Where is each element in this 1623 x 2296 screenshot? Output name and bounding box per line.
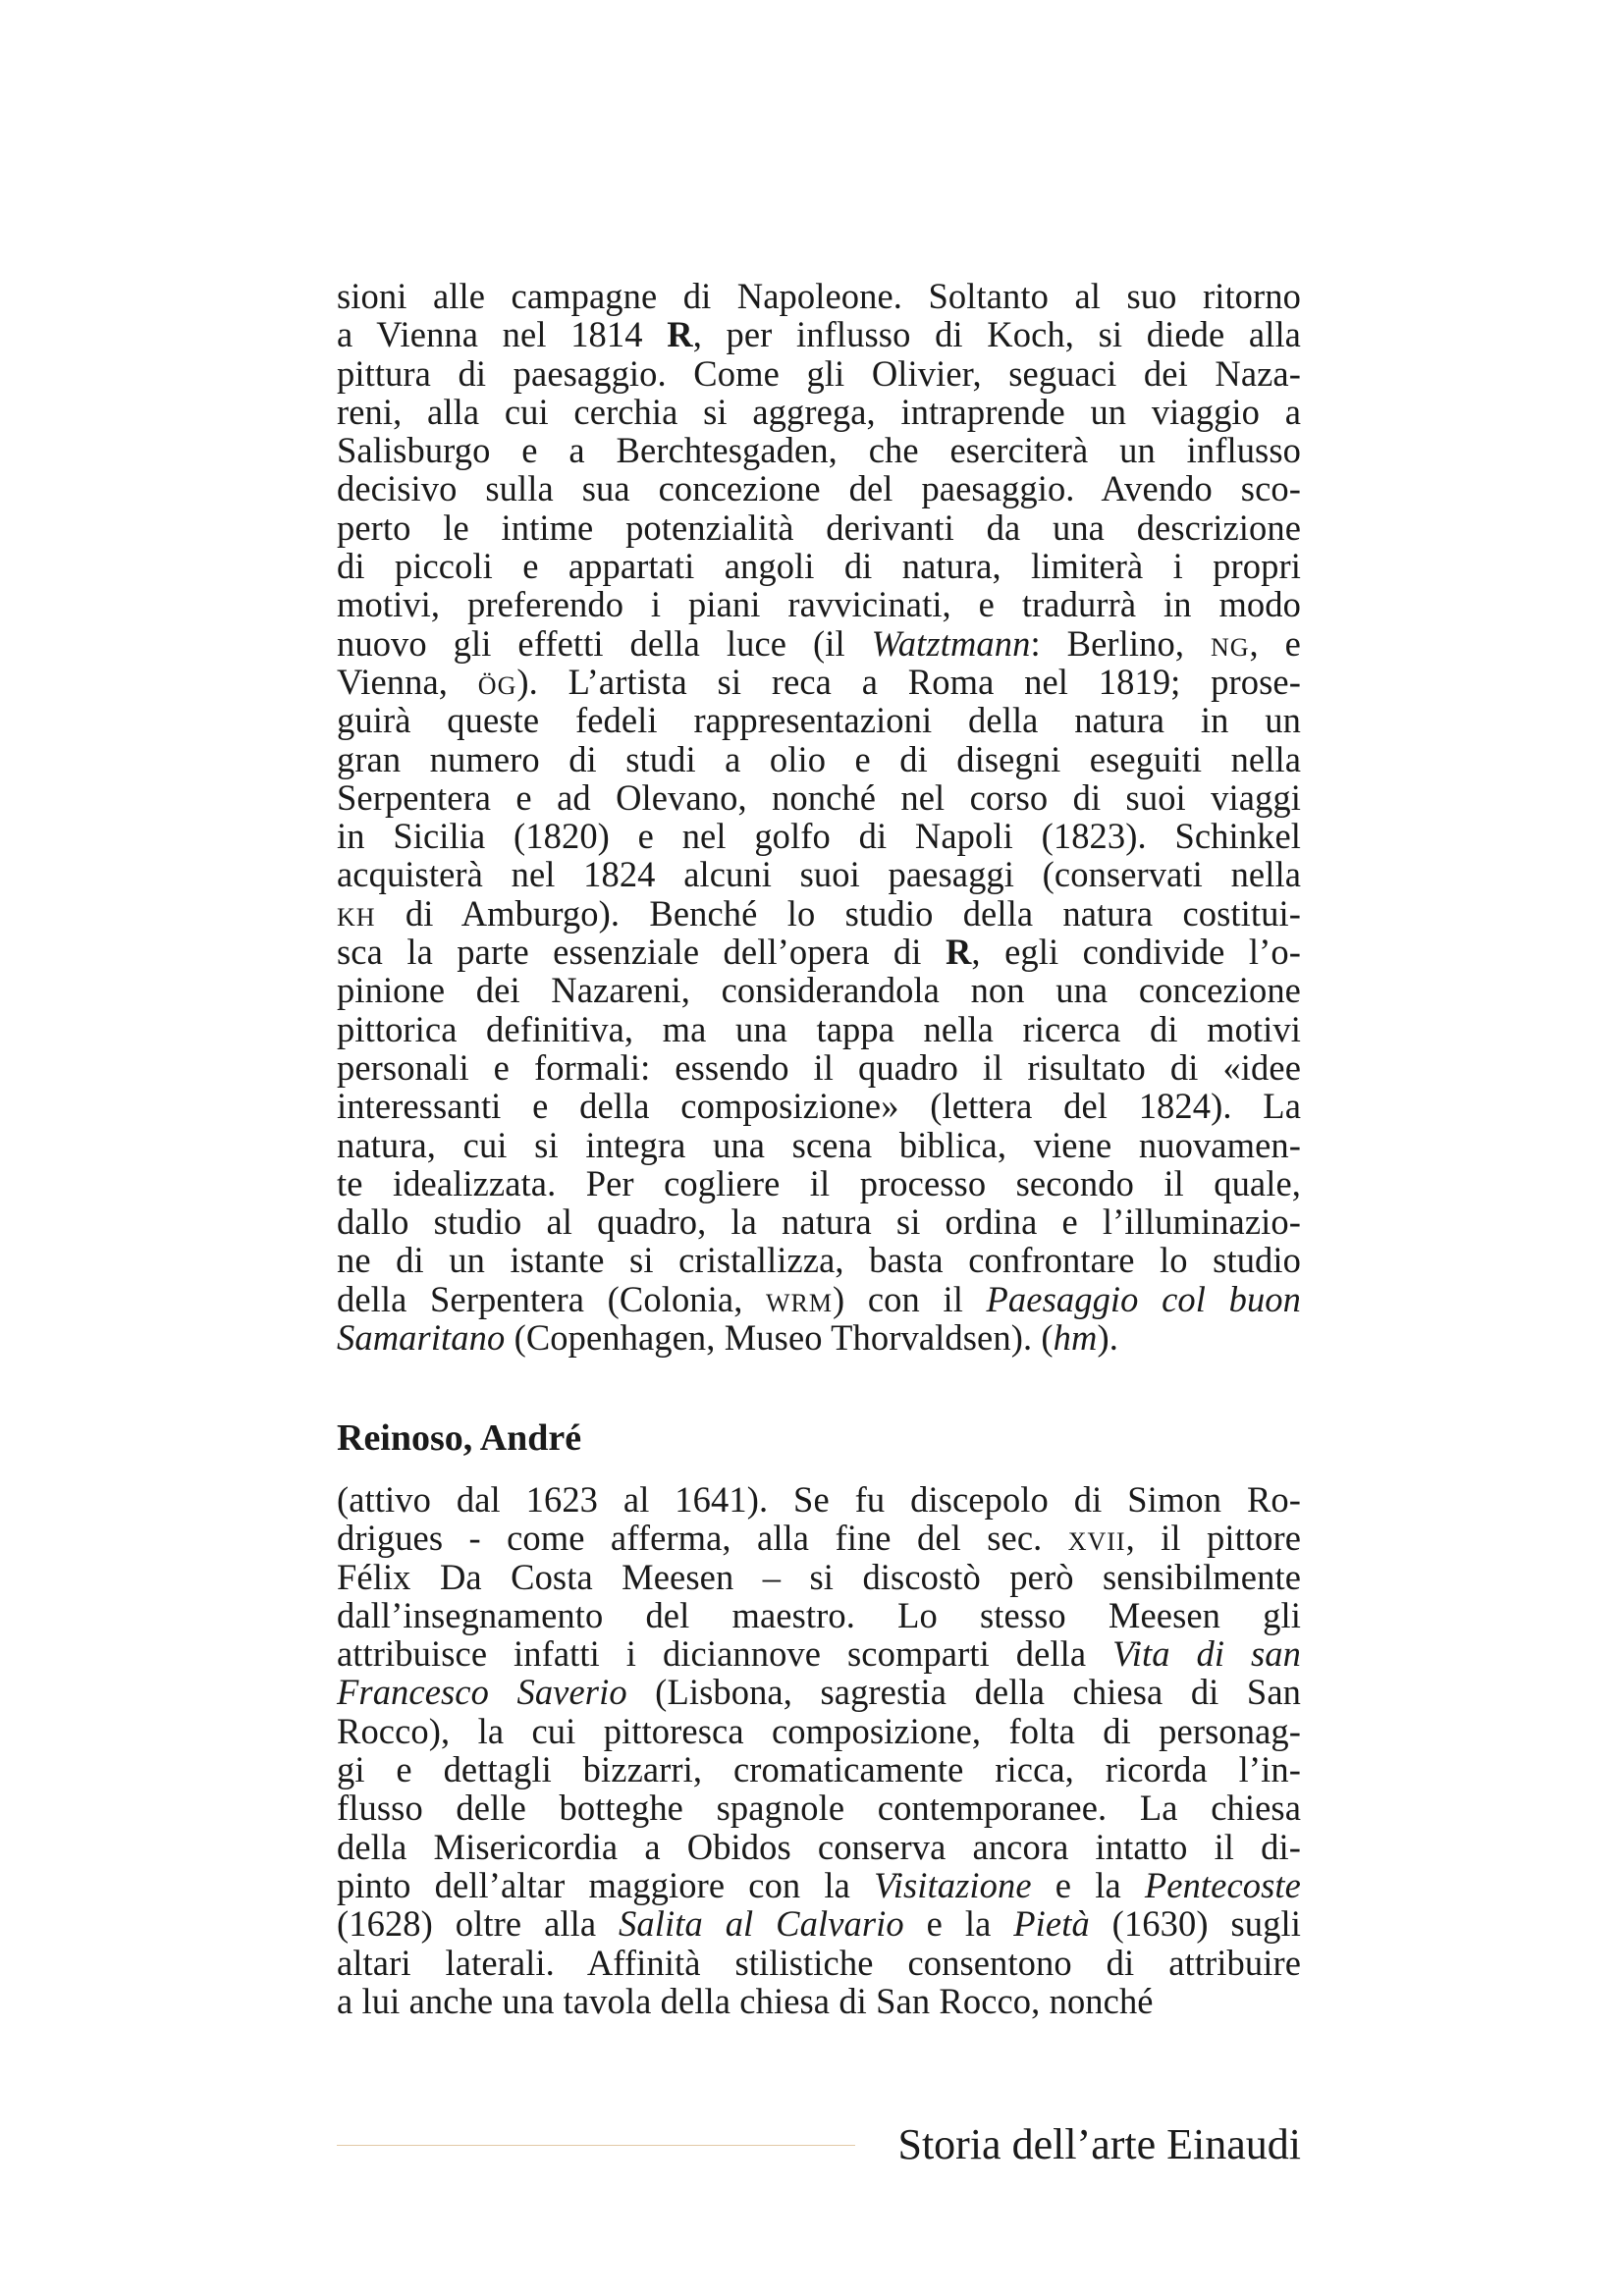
text-line: gran numero di studi a olio e di disegni eseguiti nella (337, 738, 1301, 779)
footer-rule (337, 2145, 855, 2146)
article-body-1 (337, 277, 1301, 1357)
text-line: altari laterali. Affinità stilistiche consentono di attribuire (337, 1942, 1301, 1983)
footer-publication-title: Storia dell’arte Einaudi (897, 2120, 1301, 2168)
text-line: interessanti e della composizione» (lettera del 1824). La (337, 1086, 1301, 1127)
text-line: in Sicilia (1820) e nel golfo di Napoli (1823). Schinkel (337, 816, 1301, 857)
text-line: attribuisce infatti i diciannove scomparti della Vita di san (337, 1633, 1301, 1675)
text-line: a Vienna nel 1814 R, per influsso di Koch, si diede alla (337, 314, 1301, 355)
text-line: dallo studio al quadro, la natura si ordina e l’illuminazio- (337, 1201, 1301, 1243)
text-line: nuovo gli effetti della luce (il Watztmann: Berlino, ng, e (337, 622, 1301, 664)
text-line: di piccoli e appartati angoli di natura, limiterà i propri (337, 546, 1301, 587)
text-line: sioni alle campagne di Napoleone. Soltanto al suo ritorno (337, 276, 1301, 316)
text-line: Francesco Saverio (Lisbona, sagrestia della chiesa di San (337, 1672, 1301, 1713)
text-line: Samaritano (Copenhagen, Museo Thorvaldsen). (hm). (337, 1317, 1118, 1359)
text-line: (1628) oltre alla Salita al Calvario e la Pietà (1630) sugli (337, 1903, 1301, 1945)
text-line: reni, alla cui cerchia si aggrega, intraprende un viaggio a (337, 391, 1301, 432)
text-line: guirà queste fedeli rappresentazioni della natura in un (337, 700, 1301, 741)
text-line: della Serpentera (Colonia, wrm) con il Paesaggio col buon (337, 1278, 1301, 1319)
article-body-2 (337, 1480, 1301, 2020)
text-line: decisivo sulla sua concezione del paesaggio. Avendo sco- (337, 468, 1301, 509)
text-line: a lui anche una tavola della chiesa di San Rocco, nonché (337, 1980, 1154, 2021)
text-line: flusso delle botteghe spagnole contemporanee. La chiesa (337, 1788, 1301, 1829)
text-line: te idealizzata. Per cogliere il processo secondo il quale, (337, 1162, 1301, 1203)
text-line: della Misericordia a Obidos conserva ancora intatto il di- (337, 1826, 1301, 1867)
text-line: Félix Da Costa Meesen – si discostò però sensibilmente (337, 1556, 1301, 1597)
text-line: Salisburgo e a Berchtesgaden, che eserciterà un influsso (337, 430, 1301, 471)
text-line: perto le intime potenzialità derivanti da una descrizione (337, 507, 1301, 548)
text-line: sca la parte essenziale dell’opera di R, egli condivide l’o- (337, 932, 1301, 973)
text-line: pittura di paesaggio. Come gli Olivier, seguaci dei Naza- (337, 352, 1301, 394)
text-line: Vienna, ög). L’artista si reca a Roma nel 1819; prose- (337, 661, 1301, 702)
text-line: pinto dell’altar maggiore con la Visitazione e la Pentecoste (337, 1864, 1301, 1905)
text-line: (attivo dal 1623 al 1641). Se fu discepolo di Simon Ro- (337, 1479, 1301, 1520)
text-line: motivi, preferendo i piani ravvicinati, e tradurrà in modo (337, 584, 1301, 625)
text-line: drigues - come afferma, alla fine del sec. xvii, il pittore (337, 1518, 1302, 1559)
text-line: dall’insegnamento del maestro. Lo stesso Meesen gli (337, 1594, 1301, 1635)
entry-heading: Reinoso, André (337, 1417, 582, 1459)
text-line: acquisterà nel 1824 alcuni suoi paesaggi (conservati nella (337, 854, 1301, 895)
text-line: kh di Amburgo). Benché lo studio della natura costitui- (337, 892, 1301, 934)
text-line: gi e dettagli bizzarri, cromaticamente ricca, ricorda l’in- (337, 1749, 1301, 1790)
text-line: Serpentera e ad Olevano, nonché nel corso di suoi viaggi (337, 776, 1301, 818)
text-line: pittorica definitiva, ma una tappa nella ricerca di motivi (337, 1008, 1301, 1049)
text-line: ne di un istante si cristallizza, basta confrontare lo studio (337, 1240, 1301, 1281)
text-line: Rocco), la cui pittoresca composizione, folta di personag- (337, 1710, 1301, 1751)
text-line: natura, cui si integra una scena biblica, viene nuovamen- (337, 1124, 1301, 1165)
text-line: personali e formali: essendo il quadro il risultato di «idee (337, 1046, 1301, 1088)
text-line: pinione dei Nazareni, considerandola non una concezione (337, 970, 1301, 1011)
